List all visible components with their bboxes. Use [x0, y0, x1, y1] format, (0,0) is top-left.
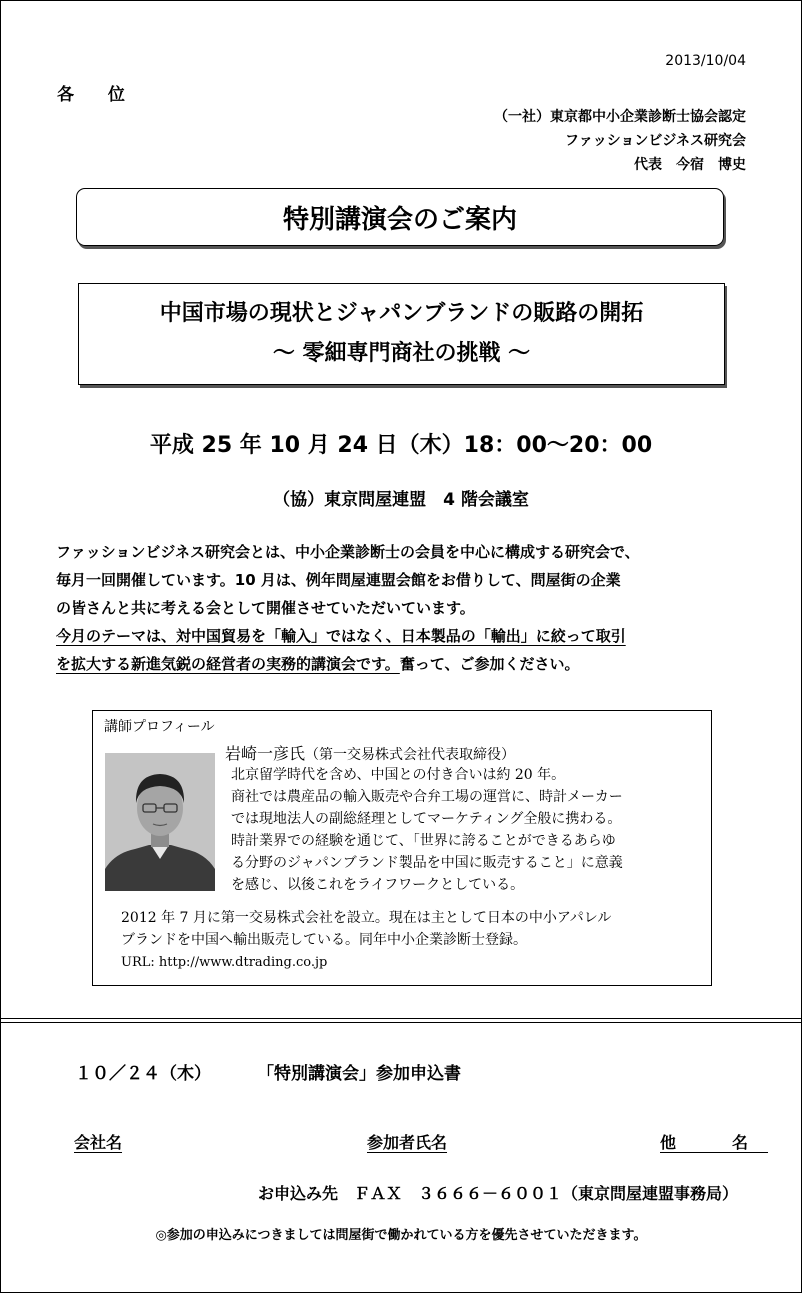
speaker-profile-box: [92, 710, 712, 986]
form-date: １０／２４（木）: [75, 1064, 211, 1084]
intro-line-4: 今月のテーマは、対中国貿易を「輸入」ではなく、日本製品の「輸出」に絞って取引: [56, 627, 626, 645]
bio-line: る分野のジャパンブランド製品を中国に販売すること」に意義: [231, 855, 623, 871]
speaker-name-text: 岩崎一彦氏: [225, 744, 306, 763]
bio-line: では現地法人の副総経理としてマーケティング全般に携わる。: [231, 811, 622, 827]
form-title-text: 「特別講演会」参加申込書: [257, 1064, 461, 1084]
participant-name-field[interactable]: 参加者氏名: [367, 1133, 448, 1152]
addressee: 各 位: [57, 85, 139, 105]
theme-line-2: ～ 零細専門商社の挑戦 ～: [272, 341, 531, 366]
theme-box: [78, 283, 725, 385]
company-line: ブランドを中国へ輸出販売している。同年中小企業診断士登録。: [121, 932, 527, 948]
company-line: 2012 年 7 月に第一交易株式会社を設立。現在は主として日本の中小アパレル: [121, 910, 612, 926]
speaker-title: （第一交易株式会社代表取締役）: [305, 747, 516, 763]
theme-line-1: 中国市場の現状とジャパンブランドの販路の開拓: [159, 301, 644, 326]
intro-line-1: ファッションビジネス研究会とは、中小企業診断士の会員を中心に構成する研究会で、: [56, 543, 640, 561]
organizer-line-3: 代表 今宿 博史: [634, 157, 746, 173]
document-date: 2013/10/04: [665, 53, 746, 69]
cut-line-bottom: [0, 1022, 802, 1023]
speaker-name: [225, 741, 515, 764]
application-form-title: [75, 1059, 461, 1084]
event-venue: （協）東京問屋連盟 4 階会議室: [273, 490, 529, 510]
bio-line: 北京留学時代を含め、中国との付き合いは約 20 年。: [231, 767, 566, 783]
speaker-photo-image: [105, 753, 215, 891]
other-count-field[interactable]: 他 名: [660, 1133, 769, 1152]
bio-line: を感じ、以後これをライフワークとしている。: [231, 877, 525, 893]
fax-apply-to: お申込み先 ＦＡＸ ３６６６－６００１（東京問屋連盟事務局）: [257, 1184, 738, 1203]
speaker-bio: [231, 764, 623, 896]
event-datetime: 平成 25 年 10 月 24 日（木）18：00～20：00: [149, 433, 653, 458]
organizer-line-2: ファッションビジネス研究会: [564, 133, 746, 149]
intro-text: [56, 538, 756, 678]
organizer-line-1: （一社）東京都中小企業診断士協会認定: [494, 109, 746, 125]
bio-line: 時計業界での経験を通じて、「世界に誇ることができるあらゆ: [231, 833, 616, 849]
intro-line-3: の皆さんと共に考える会として開催させていただいています。: [56, 599, 475, 617]
bio-line: 商社では農産品の輸入販売や合弁工場の運営に、時計メーカー: [231, 789, 623, 805]
event-title: 特別講演会のご案内: [282, 204, 517, 235]
organizer-block: [494, 105, 746, 177]
cut-line-top: [0, 1018, 802, 1019]
intro-line-2: 毎月一回開催しています。10 月は、例年問屋連盟会館をお借りして、問屋街の企業: [56, 571, 621, 589]
speaker-url[interactable]: URL: http://www.dtrading.co.jp: [121, 955, 328, 970]
profile-label: 講師プロフィール: [104, 719, 215, 735]
company-name-field[interactable]: 会社名: [74, 1133, 123, 1152]
speaker-company-info: [121, 907, 611, 951]
priority-note: ◎参加の申込みにつきましては問屋街で働かれている方を優先させていただきます。: [155, 1228, 647, 1243]
speaker-photo: [105, 753, 215, 891]
event-title-box: [76, 188, 724, 246]
intro-line-5-rest: 奮って、ご参加ください。: [399, 655, 580, 673]
intro-line-5-underlined: を拡大する新進気鋭の経営者の実務的講演会です。: [56, 655, 400, 673]
